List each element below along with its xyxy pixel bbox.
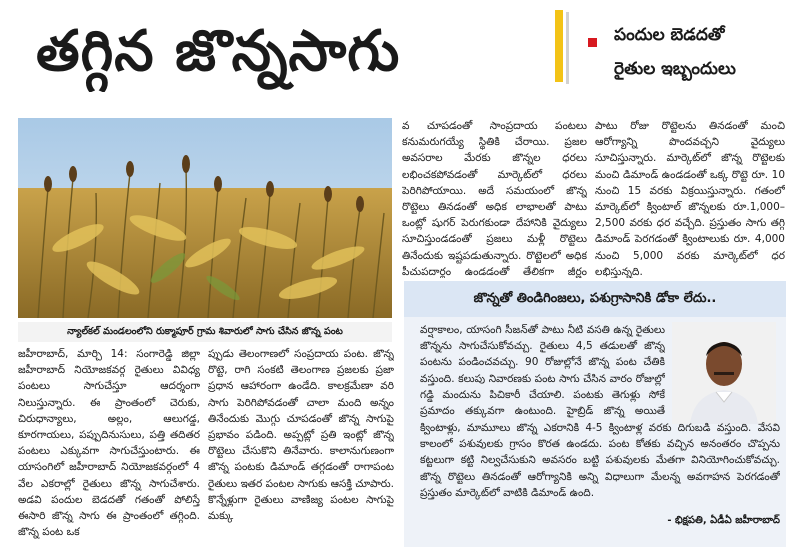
sorghum-field-photo xyxy=(18,118,392,318)
deck-line-1: పందుల బెడదతో xyxy=(614,25,725,45)
expert-credit: - భిక్షపతి, ఏడీఏ జహీరాబాద్ xyxy=(667,515,780,526)
article-paragraph: జహీరాబాద్, మార్చి 14: సంగారెడ్డి జిల్లా జహీరాబాద్ నియోజకవర్గ రైతులు వివిధ్య పంటలు సాగుచేస్తూ ఆదర్శంగా నిలుస్తున్నారు. ఈ ప్రాంతంలో చెరుకు, చిరుధాన్యాలు, అల్లం, ఆలుగడ్డ, కూరగాయలు, పప్పుదినుసులు, పత్తి తదితర పంటలు ఎక్కువగా సాగుచేస్తుంటారు. ఈ యాసంగిలో జహీరాబాద్ నియోజకవర్గంలో 4 వేల ఎకరాల్లో రైతులు జొన్న సాగుచేశారు. అడవి పందుల బెడదతో గతంతో పోలిస్తే ఈసారి జొన్న సాగు ఈ ప్రాంతంలో తగ్గింది. జొన్న పంట ఒక xyxy=(18,348,200,539)
sidebar-text-bottom xyxy=(420,420,780,508)
sidebar-paragraph: క్వింటాళ్లు, మామూలు జొన్న ఎకరానికి 4-5 క్వింటాళ్ల వరకు దిగుబడి వస్తుంది. వేసవి కాలంలో పశువులకు గ్రాసం కొరత ఉండదు. పంట కోతకు వచ్చిన అనంతరం చొప్పను కట్టలుగా కట్టి నిల్వచేసుకుని అవసరం బట్టి పశువులకు మేతగా వినియోగించుకోవచ్చు. జొన్న రొట్టెలు తినడంతో ఆరోగ్యానికి అన్ని విధాలుగా మేలన్న అవగాహన పెరగడంతో ప్రస్తుతం మార్కెట్‌లో వాటికి డిమాండ్ ఉంది. xyxy=(420,422,780,499)
article-column-2 xyxy=(208,346,394,548)
bullet-square-icon xyxy=(588,38,597,47)
sorghum-field-illustration xyxy=(18,118,392,318)
sidebar-heading: జొన్నతో తిండిగింజలు, పశుగ్రాసానికి డోకా లేదు.. xyxy=(404,281,786,317)
deck xyxy=(614,18,794,86)
expert-portrait xyxy=(672,322,776,424)
article-paragraph: వ చూపడంతో సాంప్రదాయ పంటలు కనుమరుగయ్యే స్థితికి చేరాయి. ప్రజల అవసరాల మేరకు జొన్నల ధరలు లభించకపోవడంతో మార్కెట్‌లో ధరలు పెరిగిపోయాయి. అదే సమయంలో జొన్న రొట్టెలు తినడంతో అధిక లాభాలతో పాటు ఒంట్లో షుగర్ పెరుగకుండా దేహానికి వైద్యులు సూచిస్తుండడంతో ప్రజలు మళ్లీ రొట్టెలు తినేందుకు ఇష్టపడుతున్నారు. రొట్టెలలో అధిక పీచుపదార్థం ఉండడంతో తేలికగా జీర్ణం xyxy=(402,120,587,278)
sidebar-text-top xyxy=(420,322,665,422)
sidebar-paragraph: వర్షాకాలం, యాసంగి సీజన్‌తో పాటు నీటి వసతి ఉన్న రైతులు జొన్నను సాగుచేసుకోవచ్చు. రైతులు 4,5 తడులతో జొన్న పంటను పండించవచ్చు. 90 రోజుల్లోనే జొన్న పంట చేతికి వస్తుంది. కలుపు నివారణకు పంట సాగు చేసిన వారం రోజుల్లో గడ్డి మందును పిచికారీ చేయాలి. పంటకు తెగుళ్లు సోకే ప్రమాదం తక్కువగా ఉంటుంది. హైబ్రిడ్ జొన్న అయితే xyxy=(420,324,665,418)
photo-caption: న్యాల్‌కల్ మండలంలోని రుక్మాపూర్ గ్రామ శివారులో సాగు చేసిన జొన్న పంట xyxy=(18,322,392,342)
accent-bar xyxy=(555,10,563,82)
article-column-3 xyxy=(402,118,587,278)
headline: తగ్గిన జొన్నసాగు xyxy=(36,19,401,84)
article-paragraph: ప్పుడు తెలంగాణలో సంప్రదాయ పంట. జొన్న రొట్టె, రాగి సంకటి తెలంగాణ ప్రజలకు ప్రజా ప్రధాన ఆహారంగా ఉండేది. కాలక్రమేణా వరి సాగు పెరిగిపోవడంతో చాలా మంది అన్నం తినేందుకు మొగ్గు చూపడంతో జొన్న సాగుపై ప్రభావం పడింది. అప్పట్లో ప్రతి ఇంట్లో జొన్న రొట్టెలు చేసుకొని తినేవారు. కాలానుగుణంగా జొన్న పంటకు డిమాండ్ తగ్గడంతో రాగాపంట రైతులు ఇతర పంటల సాగుకు ఆసక్తి చూపారు. కొన్నేళ్లుగా రైతులు వాణిజ్య పంటల సాగుపై మక్కు xyxy=(208,348,394,523)
divider-rule xyxy=(566,12,569,84)
article-paragraph: పాటు రోజు రొట్టెలను తినడంతో మంచి ఆరోగ్యాన్ని పొందవచ్చని వైద్యులు సూచిస్తున్నారు. మార్కెట్‌లో జొన్న రొట్టెలకు మంచి డిమాండ్ ఉండడంతో ఒక్క రొట్టె రూ. 10 నుంచి 15 వరకు విక్రయిస్తున్నారు. గతంలో మార్కెట్‌లో క్వింటాల్ జొన్నలకు రూ.1,000–2,500 వరకు ధర వచ్చేది. ప్రస్తుతం సాగు తగ్గి డిమాండ్ పెరగడంతో క్వింటాలుకు రూ. 4,000 నుంచి 5,000 వరకు మార్కెట్‌లో ధర లభిస్తున్నది. xyxy=(595,120,785,278)
deck-line-2: రైతుల ఇబ్బందులు xyxy=(614,59,736,79)
article-column-4 xyxy=(595,118,785,278)
person-portrait-illustration xyxy=(672,322,776,424)
article-column-1 xyxy=(18,346,200,548)
